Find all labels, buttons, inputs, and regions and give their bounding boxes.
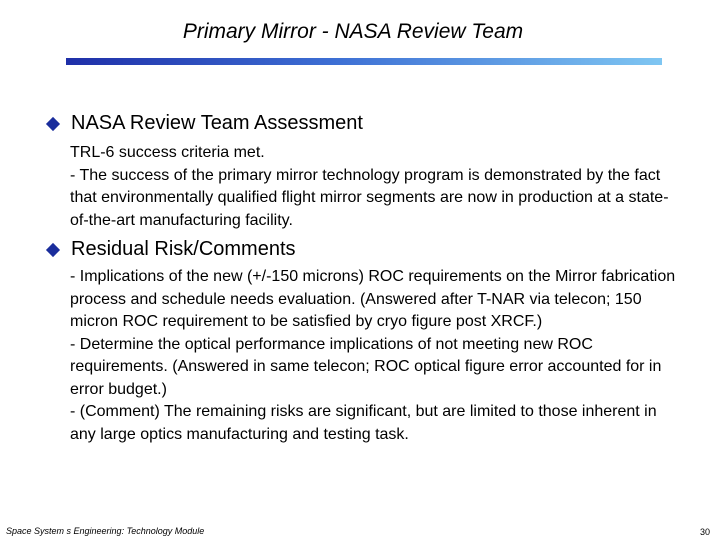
section-body-assessment — [70, 142, 680, 232]
section-heading-assessment: NASA Review Team Assessment — [71, 112, 363, 134]
slide-title: Primary Mirror - NASA Review Team — [182, 20, 524, 43]
page-number: 30 — [699, 527, 710, 537]
body-line: - (Comment) The remaining risks are significant, but are limited to those inherent in any large optics manufacturing and testing task. — [70, 403, 657, 443]
footer-course-title: Space System s Engineering: Technology Module — [6, 526, 205, 536]
section-body-residual-risk — [70, 266, 680, 446]
section-heading-residual-risk: Residual Risk/Comments — [71, 238, 296, 260]
body-line: - The success of the primary mirror technology program is demonstrated by the fact that environmentally qualified flight mirror segments are now in production at a state-of-the-art manufacturing facility. — [70, 166, 669, 229]
body-line: - Determine the optical performance implications of not meeting new ROC requirements. (Answered in same telecon; ROC optical figure error accounted for in error budget.) — [70, 335, 662, 398]
body-line: - Implications of the new (+/-150 microns) ROC requirements on the Mirror fabrication process and schedule needs evaluation. (Answered after T-NAR via telecon; 150 micron ROC requirement to be satisfied by cryo figure post XRCF.) — [70, 268, 676, 330]
diamond-bullet-icon — [46, 243, 60, 257]
title-underline-bar — [66, 58, 662, 65]
body-line: TRL-6 success criteria met. — [70, 144, 265, 161]
diamond-bullet-icon — [46, 117, 60, 131]
